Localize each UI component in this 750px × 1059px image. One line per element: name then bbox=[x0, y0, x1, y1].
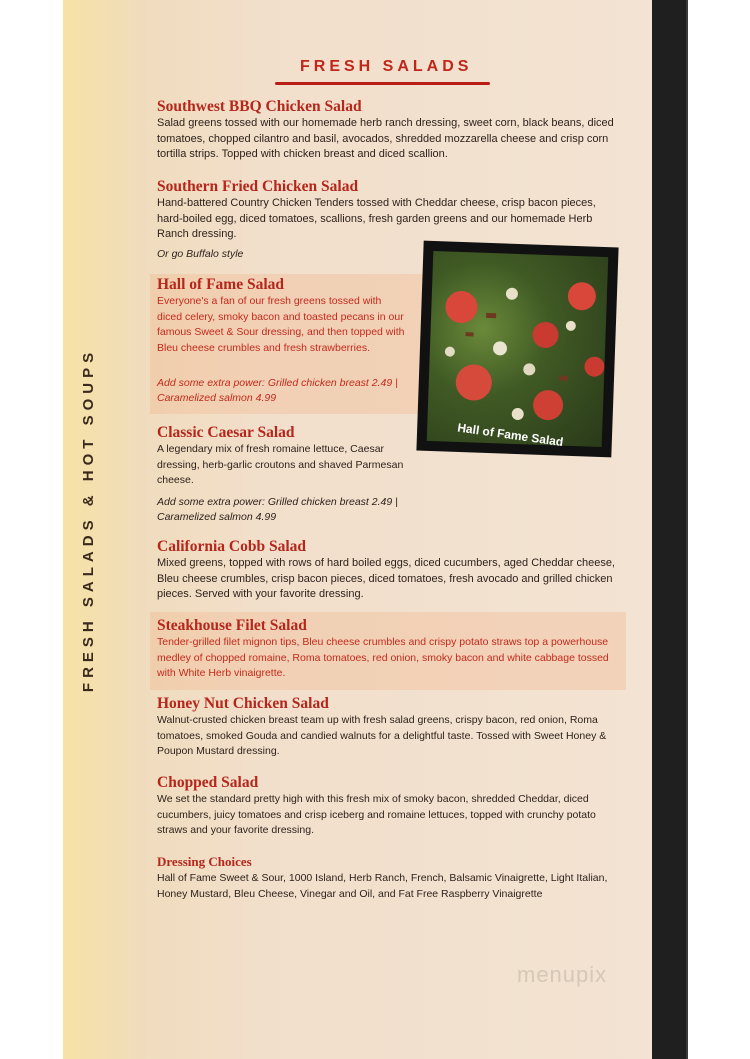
item-name: Southwest BBQ Chicken Salad bbox=[157, 98, 362, 115]
item-description: Salad greens tossed with our homemade herb ranch dressing, sweet corn, black beans, diced tomatoes, chopped cilantro and basil, avocados, shredded mozzarella cheese and crisp corn tortilla strips. Topped with chicken breast and diced scallion. bbox=[157, 117, 614, 160]
item-note: Or go Buffalo style bbox=[157, 247, 244, 260]
item-note: Add some extra power: Grilled chicken breast 2.49 | Caramelized salmon 4.99 bbox=[157, 377, 398, 404]
item-name: Honey Nut Chicken Salad bbox=[157, 695, 329, 712]
item-description: Everyone's a fan of our fresh greens tossed with diced celery, smoky bacon and toasted pecans in our famous Sweet & Sour dressing, and then topped with Bleu cheese crumbles and fresh strawberries. bbox=[157, 295, 405, 354]
menu-item-hall-of-fame bbox=[157, 276, 407, 406]
menu-item-southwest-bbq bbox=[157, 98, 622, 163]
item-name: Southern Fried Chicken Salad bbox=[157, 178, 359, 195]
item-name: Steakhouse Filet Salad bbox=[157, 617, 307, 634]
salad-image bbox=[427, 251, 609, 450]
menu-item-steakhouse-filet bbox=[157, 617, 622, 682]
title-underline bbox=[275, 82, 490, 85]
dressing-choices bbox=[157, 853, 622, 902]
menu-item-chopped-salad bbox=[157, 774, 622, 839]
item-description: Hand-battered Country Chicken Tenders tossed with Cheddar cheese, crisp bacon pieces, hard-boiled egg, diced tomatoes, scallions, fresh garden greens and our homemade Herb Ranch dressing. bbox=[157, 197, 596, 240]
menu-item-honey-nut-chicken bbox=[157, 695, 622, 760]
item-description: Tender-grilled filet mignon tips, Bleu cheese crumbles and crispy potato straws top a powerhouse medley of chopped romaine, Roma tomatoes, red onion, smoky bacon and white cabbage tossed with White Herb vinaigrette. bbox=[157, 636, 609, 679]
watermark: menupix bbox=[517, 962, 608, 987]
item-name: Chopped Salad bbox=[157, 774, 259, 791]
item-name: California Cobb Salad bbox=[157, 538, 307, 555]
dressing-title: Dressing Choices bbox=[157, 854, 252, 869]
item-note: Add some extra power: Grilled chicken breast 2.49 | Caramelized salmon 4.99 bbox=[157, 495, 398, 523]
menu-item-classic-caesar bbox=[157, 424, 407, 525]
item-description: Walnut-crusted chicken breast team up with fresh salad greens, crispy bacon, red onion, Roma tomatoes, smoked Gouda and candied walnuts for a delightful taste. Tossed with Sweet Honey & Poupon Mustard dressing. bbox=[157, 714, 607, 757]
page-edge-bar bbox=[652, 0, 686, 1059]
item-description: We set the standard pretty high with this fresh mix of smoky bacon, shredded Cheddar, diced cucumbers, juicy tomatoes and crisp iceberg and romaine lettuces, topped with crunchy potato straws and your favorite dressing. bbox=[157, 793, 596, 836]
dressing-list: Hall of Fame Sweet & Sour, 1000 Island, Herb Ranch, French, Balsamic Vinaigrette, Light Italian, Honey Mustard, Bleu Cheese, Vinegar and Oil, and Fat Free Raspberry Vinaigrette bbox=[157, 872, 608, 900]
photo-caption: Hall of Fame Salad bbox=[456, 420, 565, 450]
item-description: A legendary mix of fresh romaine lettuce, Caesar dressing, herb-garlic croutons and shaved Parmesan cheese. bbox=[157, 443, 404, 486]
item-name: Classic Caesar Salad bbox=[157, 424, 295, 441]
salad-photo bbox=[416, 241, 618, 458]
vertical-section-label: FRESH SALADS & HOT SOUPS bbox=[80, 347, 97, 693]
item-name: Hall of Fame Salad bbox=[157, 276, 285, 293]
menu-item-california-cobb bbox=[157, 538, 622, 603]
section-title: FRESH SALADS bbox=[300, 58, 473, 75]
item-description: Mixed greens, topped with rows of hard boiled eggs, diced cucumbers, aged Cheddar cheese, Bleu cheese crumbles, crisp bacon pieces, diced tomatoes, fresh avocado and grilled chicken pieces. Served with your favorite dressing. bbox=[157, 557, 615, 600]
